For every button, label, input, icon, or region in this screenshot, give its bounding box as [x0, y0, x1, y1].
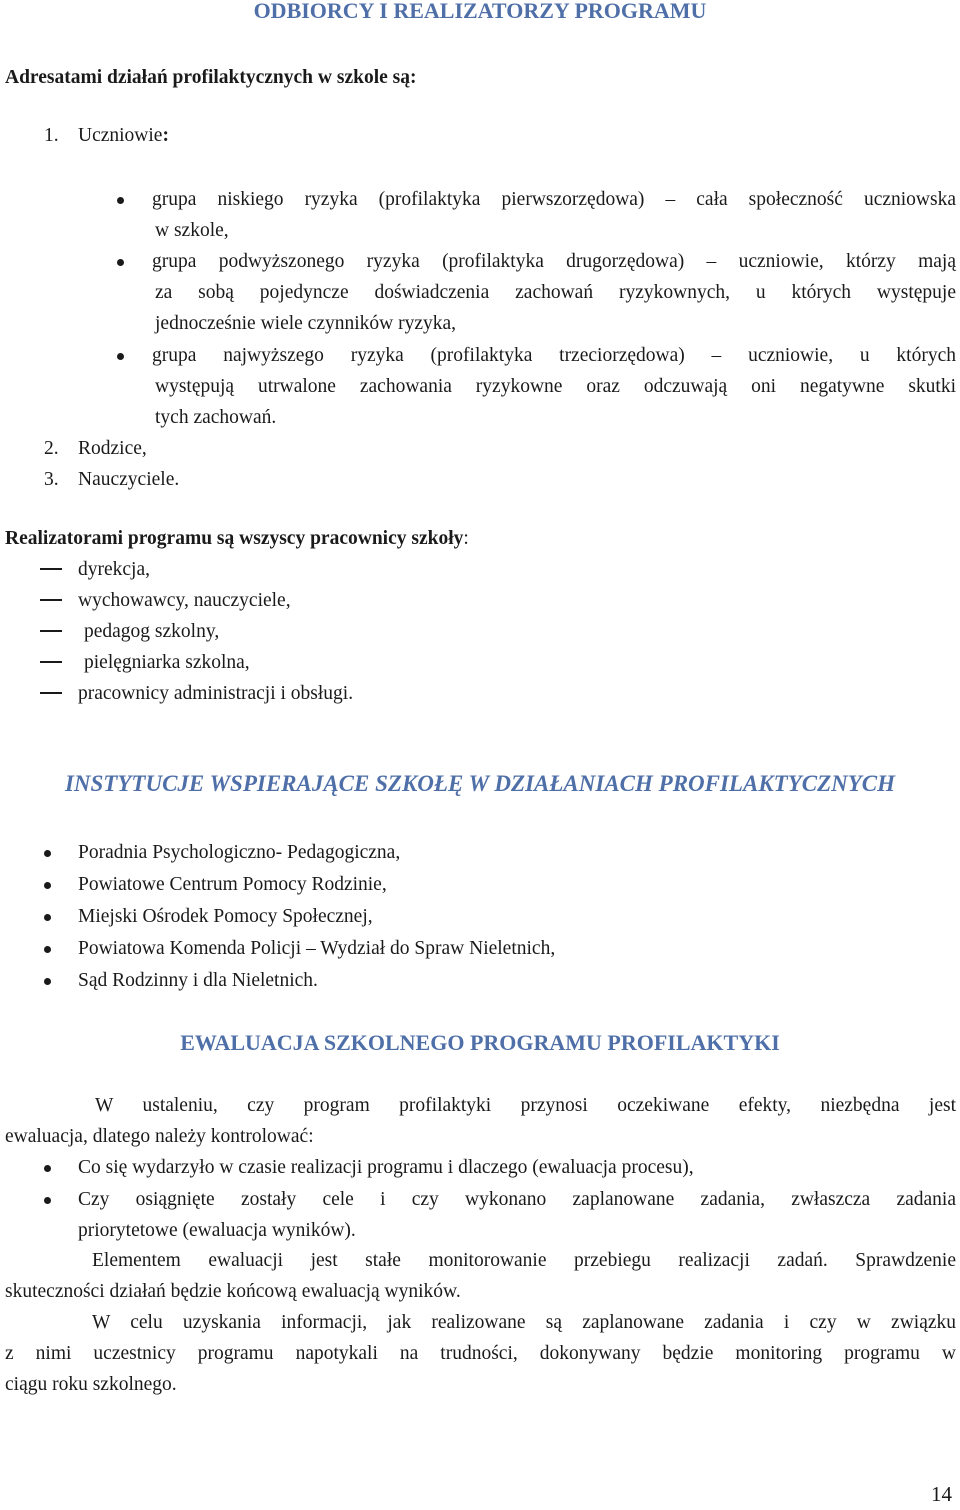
numbered-item-1-label: Uczniowie [78, 125, 163, 146]
ewaluacja-item-2-line-1: Czy osiągnięte zostały cele i czy wykonano zaplanowane zadania, zwłaszcza zadania [78, 1189, 956, 1210]
dash-icon [40, 661, 62, 663]
adresaci-intro: Adresatami działań profilaktycznych w szkole są: [5, 67, 417, 88]
bullet-icon [117, 259, 124, 266]
numbered-item-1-num: 1. [44, 125, 59, 146]
dash-icon [40, 568, 62, 570]
bullet-icon [44, 978, 51, 985]
instytucja-item: Poradnia Psychologiczno- Pedagogiczna, [78, 842, 401, 863]
para-elementem-line-2: skuteczności działań będzie końcową ewaluacją wyników. [5, 1281, 461, 1302]
instytucja-item: Miejski Ośrodek Pomocy Społecznej, [78, 906, 373, 927]
page-number: 14 [931, 1482, 952, 1506]
numbered-item-3: Nauczyciele. [78, 469, 180, 490]
bullet-icon [117, 197, 124, 204]
instytucja-item: Powiatowa Komenda Policji – Wydział do Spraw Nieletnich, [78, 938, 556, 959]
bullet-icon [44, 1165, 51, 1172]
realizator-item: pedagog szkolny, [84, 621, 220, 642]
numbered-item-1-colon: : [162, 125, 169, 146]
numbered-item-1 [78, 120, 169, 151]
dash-icon [40, 630, 62, 632]
bullet-icon [117, 353, 124, 360]
heading-instytucje: INSTYTUCJE WSPIERAJĄCE SZKOŁĘ W DZIAŁANIACH PROFILAKTYCZNYCH [64, 771, 896, 796]
numbered-item-3-num: 3. [44, 469, 59, 490]
ewaluacja-intro-line-2: ewaluacja, dlatego należy kontrolować: [5, 1126, 314, 1147]
realizator-item: pracownicy administracji i obsługi. [78, 683, 354, 704]
group-2-line-1: grupa podwyższonego ryzyka (profilaktyka drugorzędowa) – uczniowie, którzy mają [152, 251, 956, 272]
para-elementem-line-1: Elementem ewaluacji jest stałe monitorowanie przebiegu realizacji zadań. Sprawdzenie [92, 1250, 956, 1271]
realizator-item: dyrekcja, [78, 559, 151, 580]
numbered-item-2: Rodzice, [78, 438, 147, 459]
realizatorzy-intro-text: Realizatorami programu są wszyscy pracownicy szkoły [5, 528, 464, 549]
realizator-item: pielęgniarka szkolna, [84, 652, 250, 673]
bullet-icon [44, 850, 51, 857]
dash-icon [40, 692, 62, 694]
group-1-line-1: grupa niskiego ryzyka (profilaktyka pierwszorzędowa) – cała społeczność uczniowska [152, 189, 956, 210]
ewaluacja-item-1: Co się wydarzyło w czasie realizacji programu i dlaczego (ewaluacja procesu), [78, 1157, 694, 1178]
instytucja-item: Powiatowe Centrum Pomocy Rodzinie, [78, 874, 387, 895]
bullet-icon [44, 882, 51, 889]
realizatorzy-intro [5, 523, 469, 554]
group-2-line-3: jednocześnie wiele czynników ryzyka, [155, 313, 457, 334]
ewaluacja-intro-line-1: W ustaleniu, czy program profilaktyki przynosi oczekiwane efekty, niezbędna jest [95, 1095, 956, 1116]
group-3-line-1: grupa najwyższego ryzyka (profilaktyka trzeciorzędowa) – uczniowie, u których [152, 345, 956, 366]
heading-odbiorcy: ODBIORCY I REALIZATORZY PROGRAMU [253, 0, 707, 23]
dash-icon [40, 599, 62, 601]
group-2-line-2: za sobą pojedyncze doświadczenia zachowań ryzykownych, u których występuje [155, 282, 956, 303]
bullet-icon [44, 1197, 51, 1204]
group-3-line-2: występują utrwalone zachowania ryzykowne oraz odczuwają oni negatywne skutki [155, 376, 956, 397]
para-w-celu-line-3: ciągu roku szkolnego. [5, 1374, 177, 1395]
realizator-item: wychowawcy, nauczyciele, [78, 590, 291, 611]
group-3-line-3: tych zachowań. [155, 407, 277, 428]
bullet-icon [44, 946, 51, 953]
instytucja-item: Sąd Rodzinny i dla Nieletnich. [78, 970, 318, 991]
heading-ewaluacja: EWALUACJA SZKOLNEGO PROGRAMU PROFILAKTYKI [180, 1030, 780, 1055]
numbered-item-2-num: 2. [44, 438, 59, 459]
ewaluacja-item-2-line-2: priorytetowe (ewaluacja wyników). [78, 1220, 356, 1241]
para-w-celu-line-2: z nimi uczestnicy programu napotykali na trudności, dokonywany będzie monitoring programu w [5, 1343, 956, 1364]
para-w-celu-line-1: W celu uzyskania informacji, jak realizowane są zaplanowane zadania i czy w związku [92, 1312, 956, 1333]
bullet-icon [44, 914, 51, 921]
group-1-line-2: w szkole, [155, 220, 229, 241]
realizatorzy-colon: : [463, 528, 469, 549]
